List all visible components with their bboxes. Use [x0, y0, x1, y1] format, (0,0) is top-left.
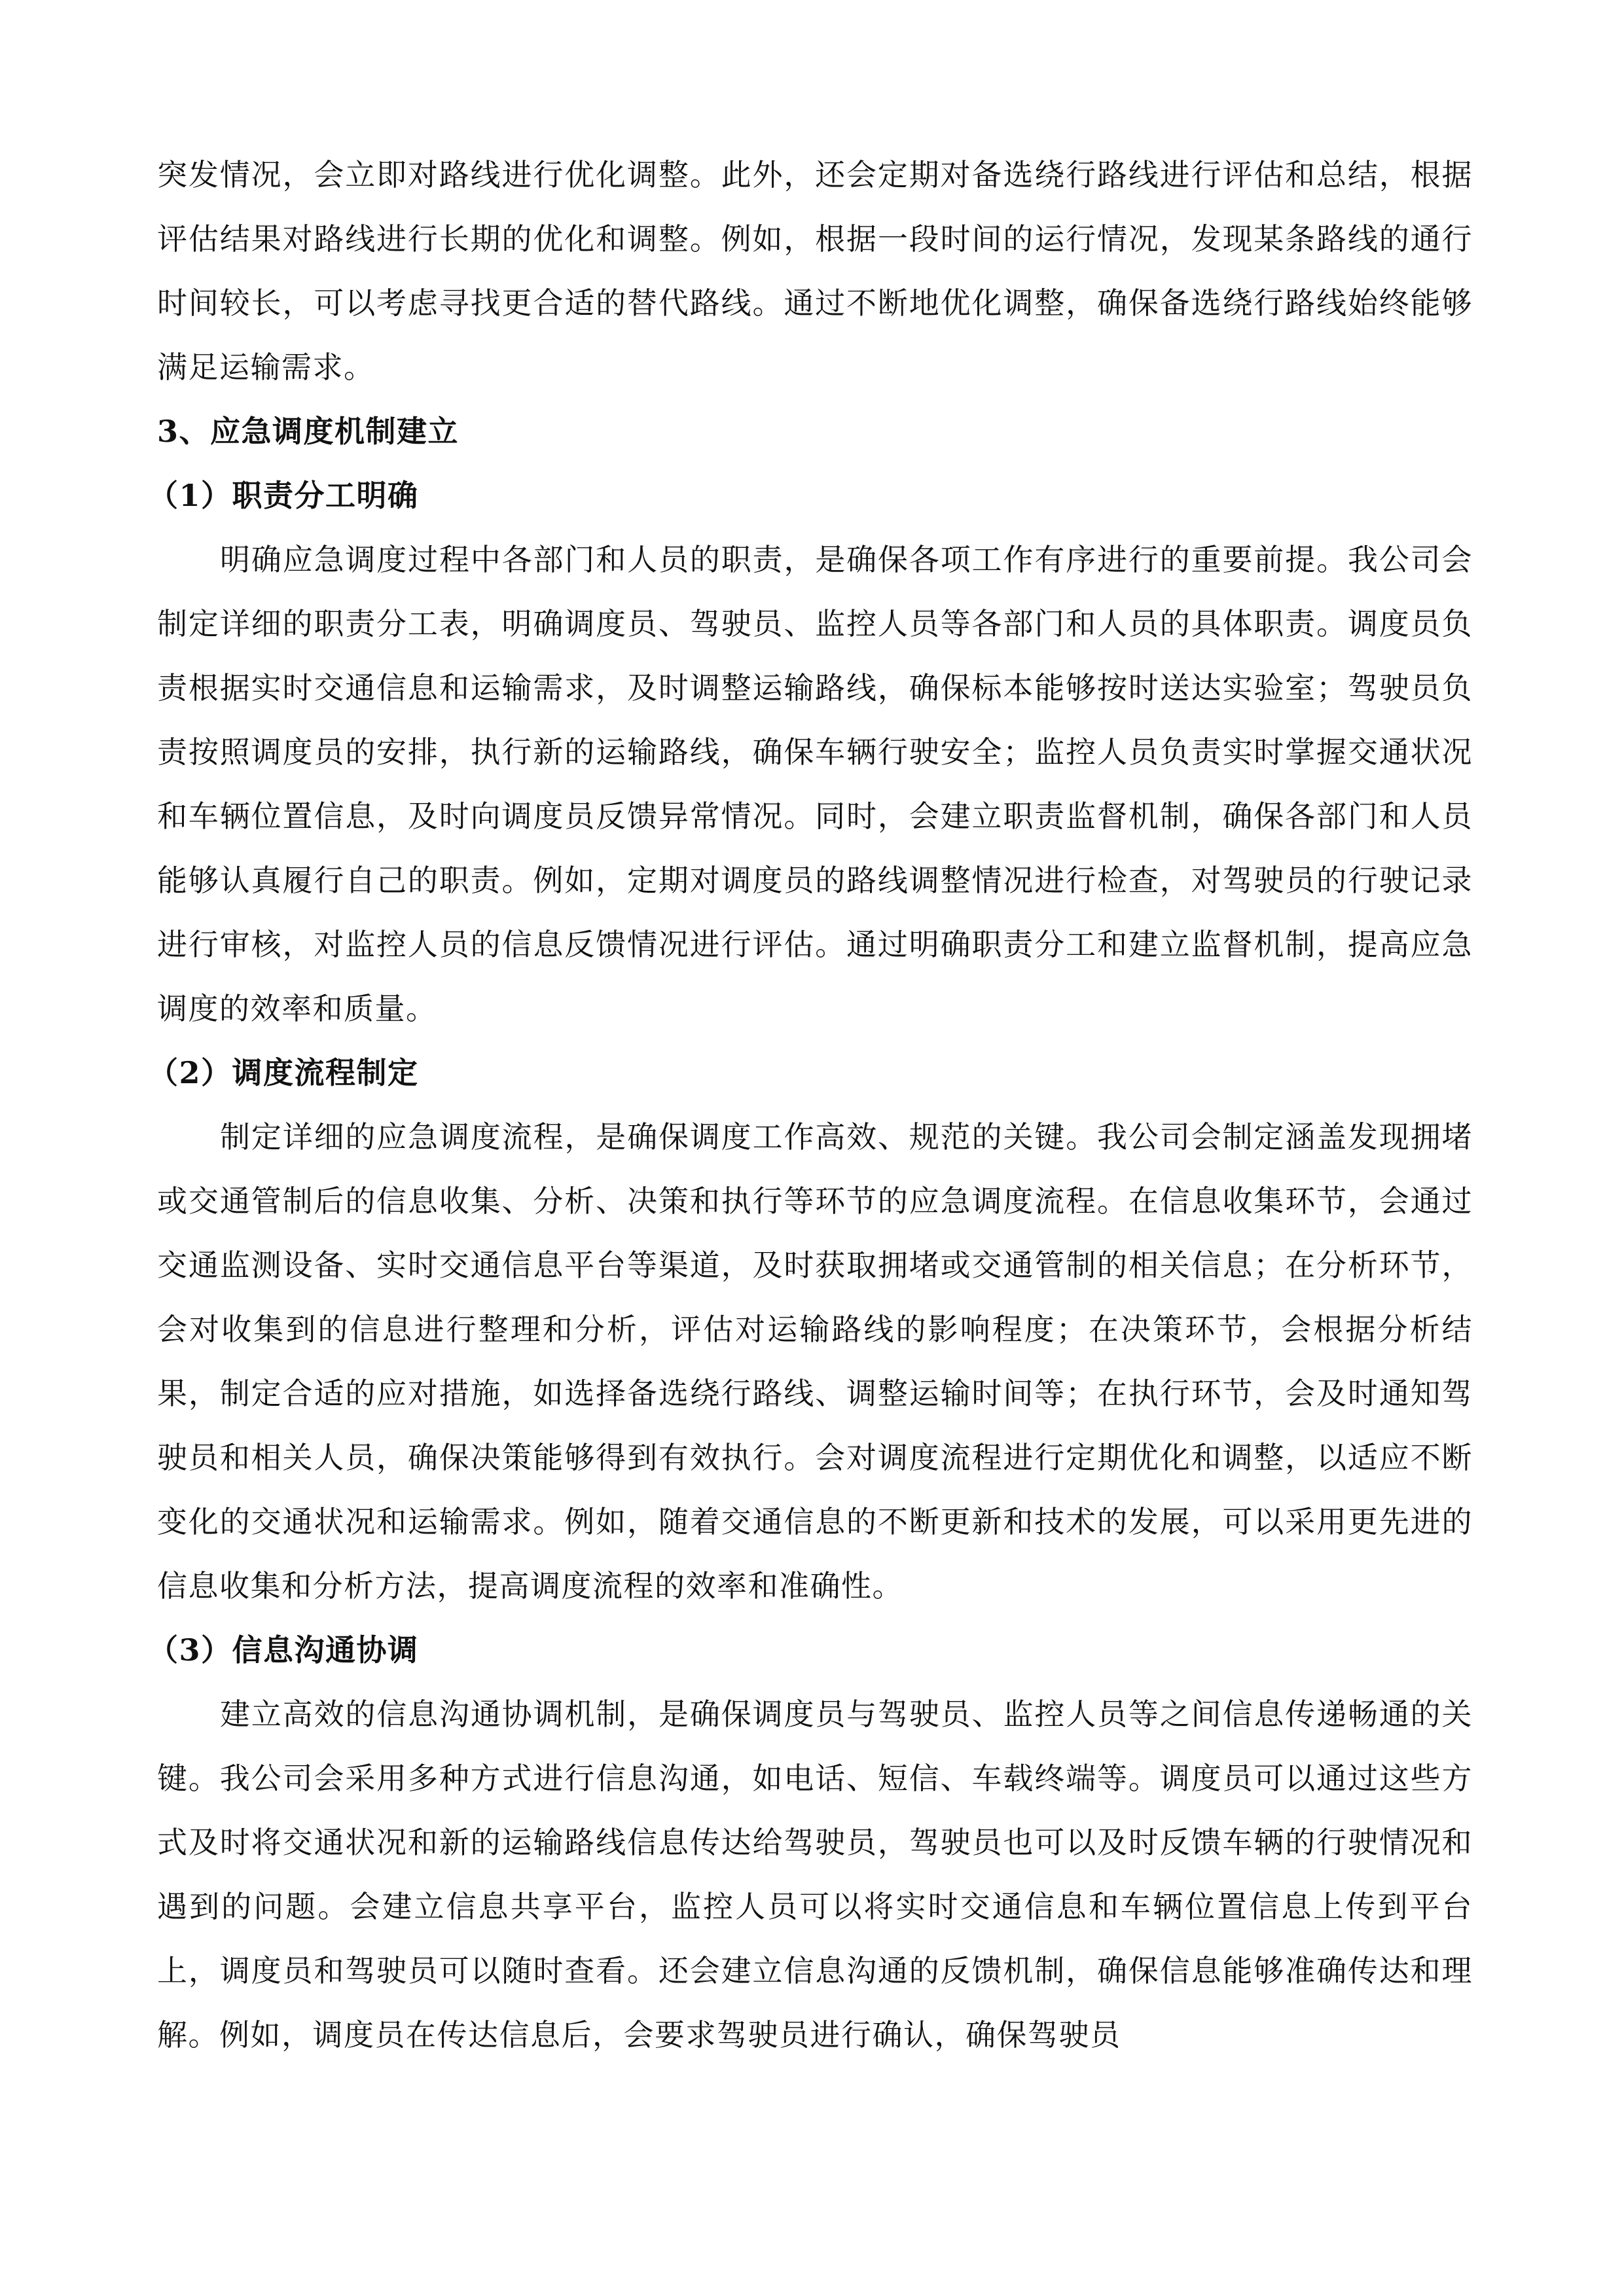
subsection-heading-dispatch-process: （2）调度流程制定	[148, 1055, 419, 1090]
subsection-heading-responsibilities: （1）职责分工明确	[148, 478, 419, 513]
section-heading: 3、应急调度机制建立	[157, 414, 460, 449]
subsection-body-dispatch-process: 制定详细的应急调度流程，是确保调度工作高效、规范的关键。我公司会制定涵盖发现拥堵或交通管制后的信息收集、分析、决策和执行等环节的应急调度流程。在信息收集环节，会通过交通监测设备、实时交通信息平台等渠道，及时获取拥堵或交通管制的相关信息；在分析环节，会对收集到的信息进行整理和分析，评估对运输路线的影响程度；在决策环节，会根据分析结果，制定合适的应对措施，如选择备选绕行路线、调整运输时间等；在执行环节，会及时通知驾驶员和相关人员，确保决策能够得到有效执行。会对调度流程进行定期优化和调整，以适应不断变化的交通状况和运输需求。例如，随着交通信息的不断更新和技术的发展，可以采用更先进的信息收集和分析方法，提高调度流程的效率和准确性。	[157, 1119, 1473, 1604]
continuation-paragraph: 突发情况，会立即对路线进行优化调整。此外，还会定期对备选绕行路线进行评估和总结，根据评估结果对路线进行长期的优化和调整。例如，根据一段时间的运行情况，发现某条路线的通行时间较长，可以考虑寻找更合适的替代路线。通过不断地优化调整，确保备选绕行路线始终能够满足运输需求。	[157, 157, 1473, 385]
page-content	[148, 143, 1473, 2067]
subsection-body-communication: 建立高效的信息沟通协调机制，是确保调度员与驾驶员、监控人员等之间信息传递畅通的关键。我公司会采用多种方式进行信息沟通，如电话、短信、车载终端等。调度员可以通过这些方式及时将交通状况和新的运输路线信息传达给驾驶员，驾驶员也可以及时反馈车辆的行驶情况和遇到的问题。会建立信息共享平台，监控人员可以将实时交通信息和车辆位置信息上传到平台上，调度员和驾驶员可以随时查看。还会建立信息沟通的反馈机制，确保信息能够准确传达和理解。例如，调度员在传达信息后，会要求驾驶员进行确认，确保驾驶员	[157, 1696, 1473, 2053]
subsection-body-responsibilities: 明确应急调度过程中各部门和人员的职责，是确保各项工作有序进行的重要前提。我公司会制定详细的职责分工表，明确调度员、驾驶员、监控人员等各部门和人员的具体职责。调度员负责根据实时交通信息和运输需求，及时调整运输路线，确保标本能够按时送达实验室；驾驶员负责按照调度员的安排，执行新的运输路线，确保车辆行驶安全；监控人员负责实时掌握交通状况和车辆位置信息，及时向调度员反馈异常情况。同时，会建立职责监督机制，确保各部门和人员能够认真履行自己的职责。例如，定期对调度员的路线调整情况进行检查，对驾驶员的行驶记录进行审核，对监控人员的信息反馈情况进行评估。通过明确职责分工和建立监督机制，提高应急调度的效率和质量。	[157, 542, 1473, 1026]
subsection-heading-communication: （3）信息沟通协调	[148, 1632, 419, 1668]
